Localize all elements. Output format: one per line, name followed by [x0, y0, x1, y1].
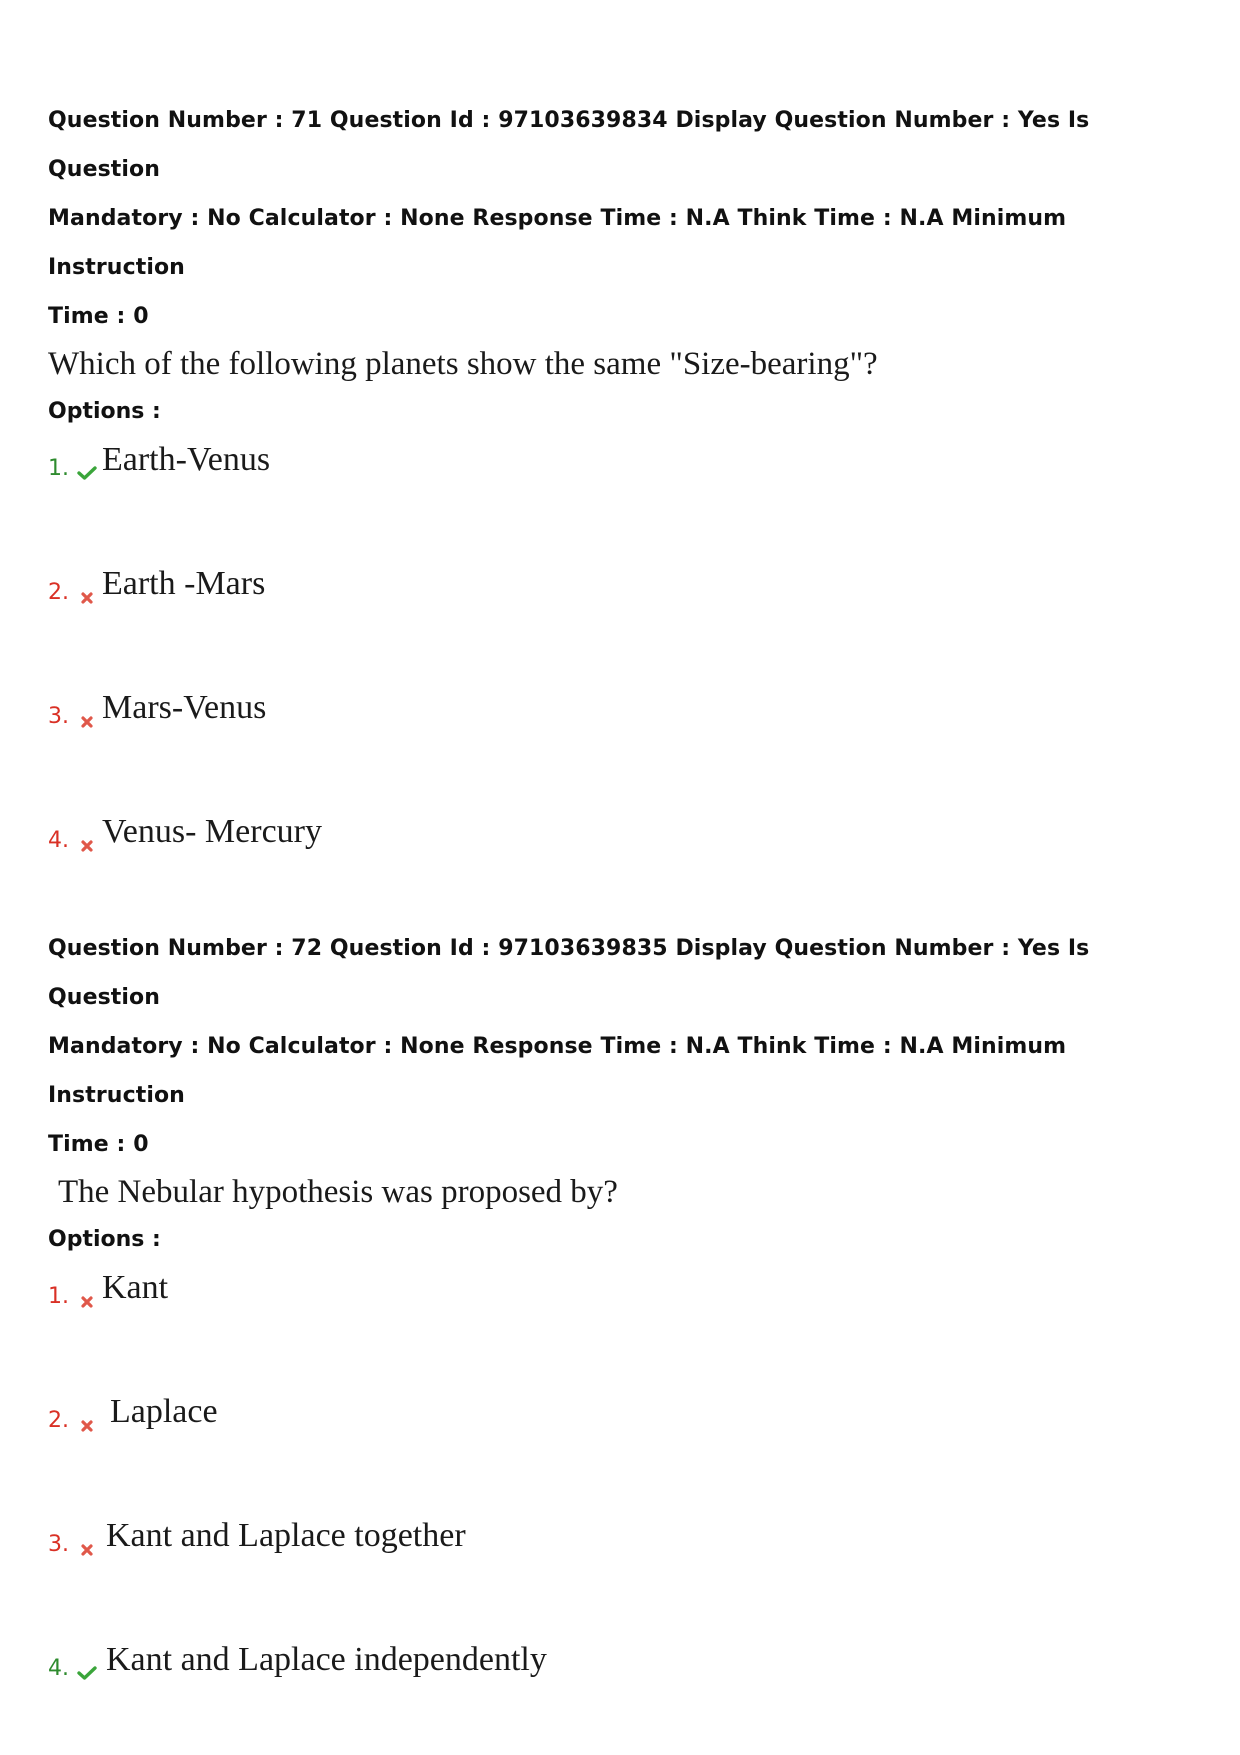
- option-item: [48, 1349, 1208, 1473]
- cross-icon: [74, 839, 100, 853]
- check-icon: [74, 465, 100, 481]
- option-text: Venus- Mercury: [102, 813, 322, 850]
- option-item: [48, 769, 1208, 893]
- option-item: [48, 1473, 1208, 1597]
- option-number: 3.: [48, 704, 69, 729]
- option-number: 4.: [48, 828, 69, 853]
- question-meta-line: Time : 0: [48, 304, 149, 329]
- option-text: Earth-Venus: [102, 441, 271, 478]
- cross-icon: [74, 715, 100, 729]
- options-label: Options :: [48, 1227, 161, 1252]
- option-item: [48, 645, 1208, 769]
- options-label: Options :: [48, 399, 161, 424]
- option-number: 2.: [48, 580, 69, 605]
- option-item: [48, 1597, 1208, 1721]
- question-meta-line: Question Number : 72 Question Id : 97103639835 Display Question Number : Yes Is Question: [48, 936, 1090, 1010]
- question-text: The Nebular hypothesis was proposed by?: [58, 1174, 618, 1210]
- option-number: 2.: [48, 1408, 69, 1433]
- options-list: [48, 1271, 1208, 1721]
- option-item: [48, 1271, 1208, 1349]
- question-meta-line: Mandatory : No Calculator : None Response Time : N.A Think Time : N.A Minimum Instruction: [48, 206, 1067, 280]
- cross-icon: [74, 1543, 100, 1557]
- cross-icon: [74, 591, 100, 605]
- option-number: 3.: [48, 1532, 69, 1557]
- option-text: Laplace: [110, 1393, 218, 1430]
- option-number: 1.: [48, 1284, 69, 1309]
- option-text: Kant and Laplace independently: [106, 1641, 547, 1678]
- option-item: [48, 443, 1208, 521]
- option-number: 4.: [48, 1656, 69, 1681]
- options-list: [48, 443, 1208, 893]
- option-text: Earth -Mars: [102, 565, 266, 602]
- question-block-71: [48, 96, 1208, 893]
- option-text: Kant: [102, 1269, 169, 1306]
- question-meta-line: Mandatory : No Calculator : None Response Time : N.A Think Time : N.A Minimum Instruction: [48, 1034, 1067, 1108]
- cross-icon: [74, 1295, 100, 1309]
- option-item: [48, 521, 1208, 645]
- option-text: Mars-Venus: [102, 689, 267, 726]
- option-number: 1.: [48, 456, 69, 481]
- option-text: Kant and Laplace together: [106, 1517, 466, 1554]
- question-meta-line: Question Number : 71 Question Id : 97103639834 Display Question Number : Yes Is Question: [48, 108, 1090, 182]
- cross-icon: [74, 1419, 100, 1433]
- question-meta-line: Time : 0: [48, 1132, 149, 1157]
- check-icon: [74, 1665, 100, 1681]
- question-text: Which of the following planets show the same "Size-bearing"?: [48, 346, 878, 382]
- question-block-72: [48, 924, 1208, 1721]
